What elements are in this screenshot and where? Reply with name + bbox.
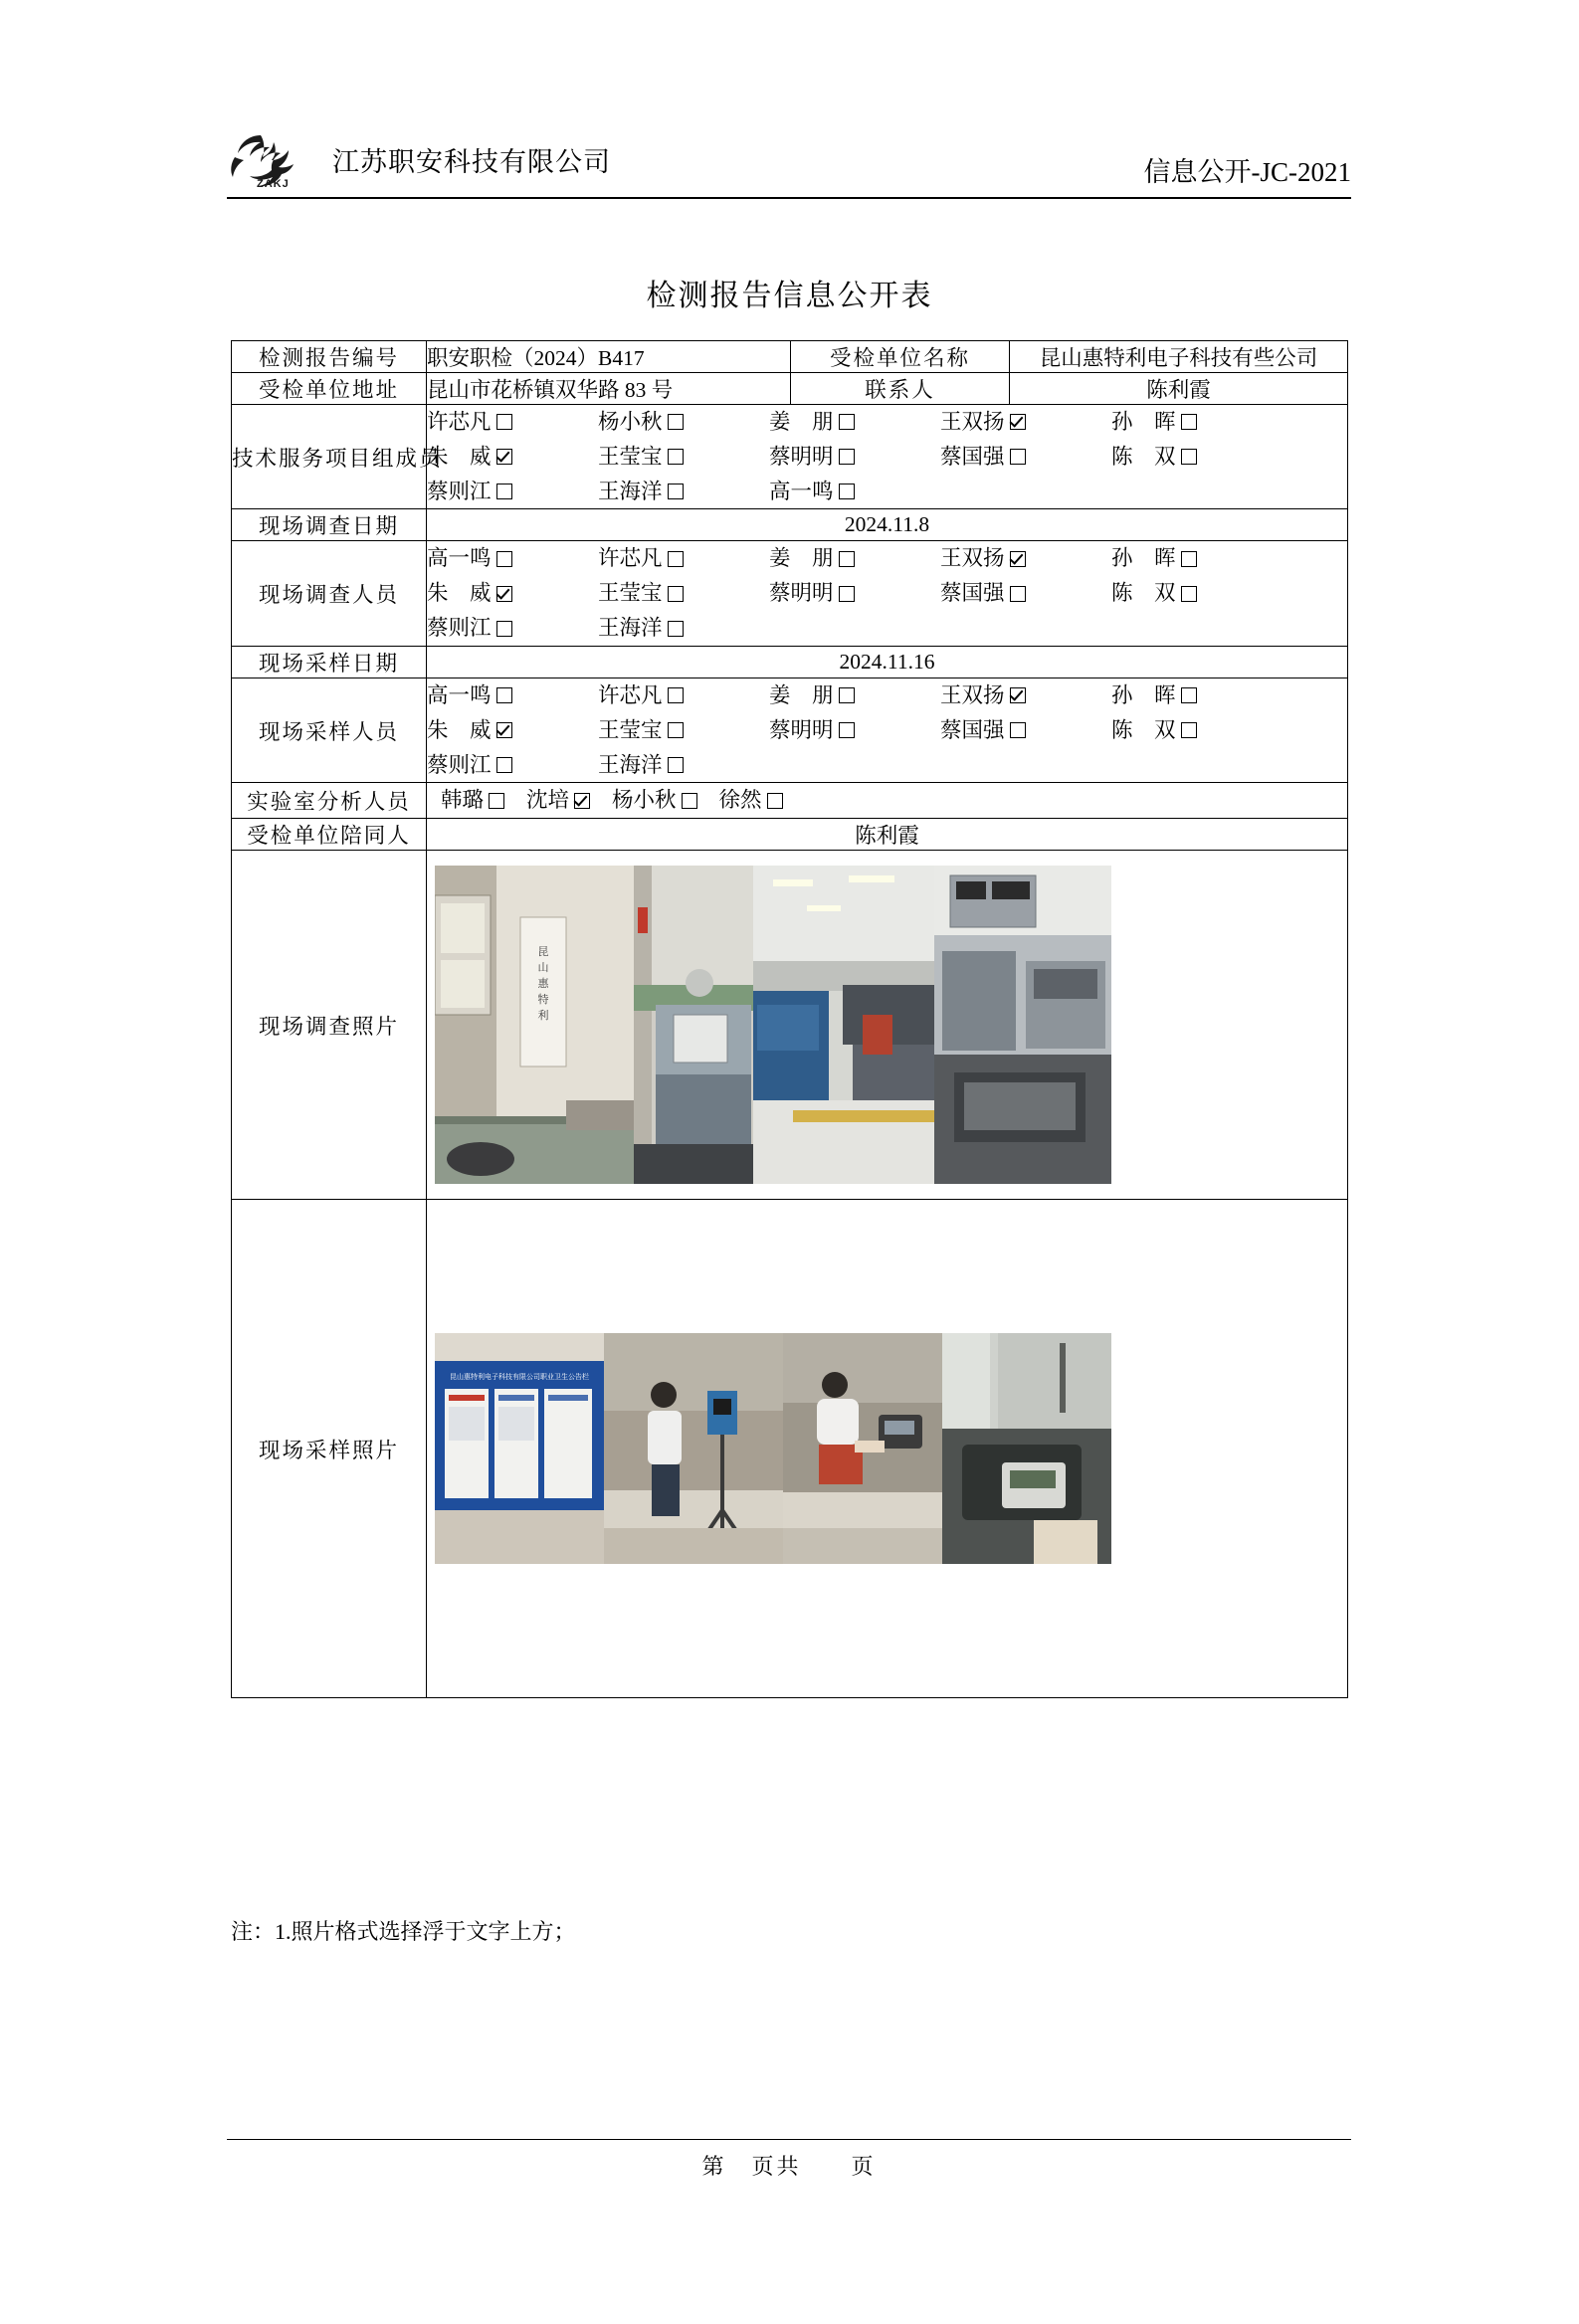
photo-survey-2 bbox=[634, 866, 753, 1184]
person-checkbox-item[interactable] bbox=[940, 541, 1111, 576]
person-name: 姜 朋 bbox=[769, 546, 834, 571]
table-row bbox=[232, 541, 1348, 646]
person-checkbox-item[interactable] bbox=[1111, 576, 1197, 611]
escort-label: 受检单位陪同人 bbox=[232, 819, 427, 851]
person-checkbox-item[interactable] bbox=[598, 440, 769, 475]
person-checkbox[interactable] bbox=[668, 551, 684, 567]
person-name: 王海洋 bbox=[598, 752, 663, 777]
person-name: 陈 双 bbox=[1111, 444, 1176, 469]
person-checkbox-item[interactable] bbox=[940, 405, 1111, 440]
person-checkbox-item[interactable] bbox=[940, 440, 1111, 475]
contact-value: 陈利霞 bbox=[1010, 373, 1348, 405]
person-name: 陈 双 bbox=[1111, 581, 1176, 606]
person-name: 高一鸣 bbox=[427, 682, 492, 707]
person-checkbox[interactable] bbox=[496, 449, 512, 465]
person-name: 蔡则江 bbox=[427, 616, 492, 641]
people-row bbox=[441, 783, 1347, 818]
photo-sampling-2 bbox=[604, 1333, 783, 1564]
person-checkbox[interactable] bbox=[1010, 414, 1026, 430]
person-checkbox[interactable] bbox=[1010, 722, 1026, 738]
lab-label: 实验室分析人员 bbox=[232, 783, 427, 819]
person-checkbox-item[interactable] bbox=[769, 713, 940, 748]
page-title: 检测报告信息公开表 bbox=[646, 280, 933, 312]
person-name: 蔡国强 bbox=[940, 444, 1005, 469]
person-name: 姜 朋 bbox=[769, 682, 834, 707]
person-checkbox-item[interactable] bbox=[769, 475, 855, 509]
table-row bbox=[232, 819, 1348, 851]
person-checkbox[interactable] bbox=[1181, 449, 1197, 465]
info-table bbox=[231, 340, 1348, 1698]
person-checkbox[interactable] bbox=[496, 551, 512, 567]
table-row bbox=[232, 373, 1348, 405]
person-checkbox[interactable] bbox=[839, 551, 855, 567]
person-checkbox-item[interactable] bbox=[427, 405, 598, 440]
client-addr-label: 受检单位地址 bbox=[232, 373, 427, 405]
svg-text:特: 特 bbox=[537, 994, 549, 1007]
photo-sampling-4 bbox=[942, 1333, 1111, 1564]
person-checkbox-item[interactable] bbox=[598, 678, 769, 713]
person-checkbox-item[interactable] bbox=[598, 405, 769, 440]
person-name: 朱 威 bbox=[427, 581, 492, 606]
person-checkbox[interactable] bbox=[839, 586, 855, 602]
company-logo-icon bbox=[227, 129, 322, 191]
table-row bbox=[232, 851, 1348, 1200]
person-checkbox[interactable] bbox=[668, 621, 684, 637]
person-checkbox[interactable] bbox=[668, 414, 684, 430]
person-checkbox[interactable] bbox=[1010, 551, 1026, 567]
svg-text:利: 利 bbox=[537, 1010, 549, 1023]
person-checkbox-item[interactable] bbox=[598, 541, 769, 576]
person-checkbox[interactable] bbox=[496, 687, 512, 703]
person-name: 王海洋 bbox=[598, 479, 663, 503]
person-name: 高一鸣 bbox=[427, 546, 492, 571]
person-checkbox[interactable] bbox=[496, 722, 512, 738]
people-row bbox=[427, 678, 1347, 713]
person-checkbox[interactable] bbox=[496, 586, 512, 602]
person-name: 蔡明明 bbox=[769, 581, 834, 606]
table-row bbox=[232, 678, 1348, 782]
person-checkbox-item[interactable] bbox=[427, 576, 598, 611]
sampling-photo-strip bbox=[435, 1333, 1111, 1564]
footnote: 注：1.照片格式选择浮于文字上方； bbox=[231, 1919, 576, 1944]
team-members bbox=[427, 405, 1348, 509]
person-checkbox[interactable] bbox=[839, 687, 855, 703]
company-name: 江苏职安科技有限公司 bbox=[332, 146, 611, 177]
person-checkbox[interactable] bbox=[496, 414, 512, 430]
client-name-label: 受检单位名称 bbox=[791, 341, 1010, 373]
person-name: 高一鸣 bbox=[769, 479, 834, 503]
team-label: 技术服务项目组成员 bbox=[232, 405, 427, 509]
person-checkbox-item[interactable] bbox=[598, 748, 684, 783]
person-checkbox-item[interactable] bbox=[427, 748, 598, 783]
people-row bbox=[427, 576, 1347, 611]
person-checkbox[interactable] bbox=[668, 687, 684, 703]
person-checkbox-item[interactable] bbox=[1111, 678, 1197, 713]
person-name: 蔡明明 bbox=[769, 717, 834, 742]
person-checkbox[interactable] bbox=[668, 586, 684, 602]
person-checkbox[interactable] bbox=[1181, 551, 1197, 567]
person-name: 许芯凡 bbox=[598, 682, 663, 707]
person-checkbox-item[interactable] bbox=[940, 576, 1111, 611]
person-checkbox[interactable] bbox=[1181, 586, 1197, 602]
person-checkbox-item[interactable] bbox=[940, 713, 1111, 748]
person-checkbox-item[interactable] bbox=[526, 783, 590, 818]
svg-text:山: 山 bbox=[537, 962, 549, 975]
person-checkbox-item[interactable] bbox=[940, 678, 1111, 713]
person-checkbox[interactable] bbox=[1010, 687, 1026, 703]
person-name: 蔡明明 bbox=[769, 444, 834, 469]
person-name: 朱 威 bbox=[427, 444, 492, 469]
person-checkbox-item[interactable] bbox=[769, 541, 940, 576]
person-checkbox-item[interactable] bbox=[427, 475, 598, 509]
person-checkbox[interactable] bbox=[496, 757, 512, 773]
people-row bbox=[427, 405, 1347, 440]
person-name: 徐然 bbox=[718, 788, 762, 813]
header-left bbox=[227, 129, 611, 191]
page-number-text: 第 页共 页 bbox=[701, 2154, 877, 2179]
person-checkbox-item[interactable] bbox=[427, 440, 598, 475]
person-checkbox-item[interactable] bbox=[427, 541, 598, 576]
survey-people-label: 现场调查人员 bbox=[232, 541, 427, 646]
people-row bbox=[427, 748, 1347, 783]
person-checkbox[interactable] bbox=[1010, 586, 1026, 602]
svg-text:昆: 昆 bbox=[537, 946, 549, 959]
person-checkbox[interactable] bbox=[682, 793, 697, 809]
person-checkbox[interactable] bbox=[1181, 414, 1197, 430]
escort-value: 陈利霞 bbox=[427, 819, 1348, 851]
person-checkbox-item[interactable] bbox=[1111, 713, 1197, 748]
person-checkbox[interactable] bbox=[489, 793, 504, 809]
svg-text:昆山惠特利电子科技有限公司职业卫生公告栏: 昆山惠特利电子科技有限公司职业卫生公告栏 bbox=[450, 1374, 589, 1382]
person-checkbox-item[interactable] bbox=[598, 576, 769, 611]
report-no-value: 职安职检（2024）B417 bbox=[427, 341, 791, 373]
table-row bbox=[232, 1200, 1348, 1698]
person-checkbox-item[interactable] bbox=[1111, 405, 1197, 440]
survey-photo-label: 现场调查照片 bbox=[232, 851, 427, 1200]
people-row bbox=[427, 713, 1347, 748]
photo-survey-3 bbox=[753, 866, 934, 1184]
photo-sampling-1 bbox=[435, 1333, 604, 1564]
person-name: 王莹宝 bbox=[598, 717, 663, 742]
person-checkbox-item[interactable] bbox=[612, 783, 697, 818]
sampling-people-label: 现场采样人员 bbox=[232, 678, 427, 782]
person-checkbox-item[interactable] bbox=[1111, 541, 1197, 576]
person-name: 姜 朋 bbox=[769, 410, 834, 434]
person-name: 王莹宝 bbox=[598, 444, 663, 469]
person-name: 孙 晖 bbox=[1111, 682, 1176, 707]
person-name: 许芯凡 bbox=[427, 410, 492, 434]
person-checkbox[interactable] bbox=[574, 793, 590, 809]
person-name: 蔡则江 bbox=[427, 479, 492, 503]
person-checkbox[interactable] bbox=[839, 449, 855, 465]
person-checkbox[interactable] bbox=[839, 414, 855, 430]
person-name: 王莹宝 bbox=[598, 581, 663, 606]
client-addr-value: 昆山市花桥镇双华路 83 号 bbox=[427, 373, 791, 405]
svg-text:ZAKJ: ZAKJ bbox=[257, 178, 290, 190]
survey-date-value: 2024.11.8 bbox=[427, 509, 1348, 541]
table-row bbox=[232, 783, 1348, 819]
sampling-photo-label: 现场采样照片 bbox=[232, 1200, 427, 1698]
person-checkbox[interactable] bbox=[839, 722, 855, 738]
person-name: 王双扬 bbox=[940, 410, 1005, 434]
person-checkbox-item[interactable] bbox=[427, 611, 598, 646]
lab-people bbox=[427, 783, 1348, 819]
person-name: 蔡国强 bbox=[940, 717, 1005, 742]
person-checkbox-item[interactable] bbox=[427, 678, 598, 713]
person-name: 朱 威 bbox=[427, 717, 492, 742]
people-row bbox=[427, 611, 1347, 646]
person-name: 沈培 bbox=[526, 788, 570, 813]
person-checkbox[interactable] bbox=[496, 484, 512, 499]
page-header bbox=[227, 127, 1351, 199]
person-name: 许芯凡 bbox=[598, 546, 663, 571]
person-checkbox-item[interactable] bbox=[441, 783, 504, 818]
sampling-date-value: 2024.11.16 bbox=[427, 646, 1348, 678]
person-checkbox[interactable] bbox=[1010, 449, 1026, 465]
person-checkbox-item[interactable] bbox=[769, 576, 940, 611]
person-checkbox-item[interactable] bbox=[427, 713, 598, 748]
table-row bbox=[232, 646, 1348, 678]
person-name: 蔡国强 bbox=[940, 581, 1005, 606]
survey-photo-strip bbox=[435, 866, 1111, 1184]
sampling-people bbox=[427, 678, 1348, 782]
contact-label: 联系人 bbox=[791, 373, 1010, 405]
person-checkbox[interactable] bbox=[668, 449, 684, 465]
person-name: 孙 晖 bbox=[1111, 410, 1176, 434]
person-name: 王海洋 bbox=[598, 616, 663, 641]
person-checkbox[interactable] bbox=[668, 722, 684, 738]
person-checkbox-item[interactable] bbox=[769, 678, 940, 713]
person-checkbox[interactable] bbox=[668, 757, 684, 773]
table-row bbox=[232, 405, 1348, 509]
person-name: 蔡则江 bbox=[427, 752, 492, 777]
photo-survey-1 bbox=[435, 866, 634, 1184]
people-row bbox=[427, 541, 1347, 576]
survey-photo-cell bbox=[427, 851, 1348, 1200]
sampling-date-label: 现场采样日期 bbox=[232, 646, 427, 678]
person-name: 王双扬 bbox=[940, 682, 1005, 707]
person-checkbox-item[interactable] bbox=[719, 783, 783, 818]
person-checkbox[interactable] bbox=[767, 793, 783, 809]
person-name: 杨小秋 bbox=[612, 788, 677, 813]
document-code: 信息公开-JC-2021 bbox=[1143, 157, 1351, 187]
person-checkbox-item[interactable] bbox=[598, 611, 684, 646]
person-checkbox-item[interactable] bbox=[598, 713, 769, 748]
people-row bbox=[427, 440, 1347, 475]
person-checkbox-item[interactable] bbox=[769, 405, 940, 440]
person-checkbox[interactable] bbox=[839, 484, 855, 499]
photo-sampling-3 bbox=[783, 1333, 942, 1564]
photo-survey-4 bbox=[934, 866, 1111, 1184]
table-row bbox=[232, 341, 1348, 373]
client-name-value: 昆山惠特利电子科技有些公司 bbox=[1010, 341, 1348, 373]
person-name: 杨小秋 bbox=[598, 410, 663, 434]
person-name: 陈 双 bbox=[1111, 717, 1176, 742]
table-row bbox=[232, 509, 1348, 541]
survey-people bbox=[427, 541, 1348, 646]
person-checkbox[interactable] bbox=[668, 484, 684, 499]
person-checkbox[interactable] bbox=[496, 621, 512, 637]
sampling-photo-cell bbox=[427, 1200, 1348, 1698]
person-name: 韩璐 bbox=[441, 788, 485, 813]
person-checkbox[interactable] bbox=[1181, 722, 1197, 738]
page-footer bbox=[227, 2139, 1351, 2181]
person-name: 孙 晖 bbox=[1111, 546, 1176, 571]
person-checkbox-item[interactable] bbox=[598, 475, 769, 509]
svg-text:惠: 惠 bbox=[537, 978, 549, 991]
survey-date-label: 现场调查日期 bbox=[232, 509, 427, 541]
people-row bbox=[427, 475, 1347, 509]
person-checkbox-item[interactable] bbox=[1111, 440, 1197, 475]
report-no-label: 检测报告编号 bbox=[232, 341, 427, 373]
person-checkbox-item[interactable] bbox=[769, 440, 940, 475]
person-checkbox[interactable] bbox=[1181, 687, 1197, 703]
person-name: 王双扬 bbox=[940, 546, 1005, 571]
